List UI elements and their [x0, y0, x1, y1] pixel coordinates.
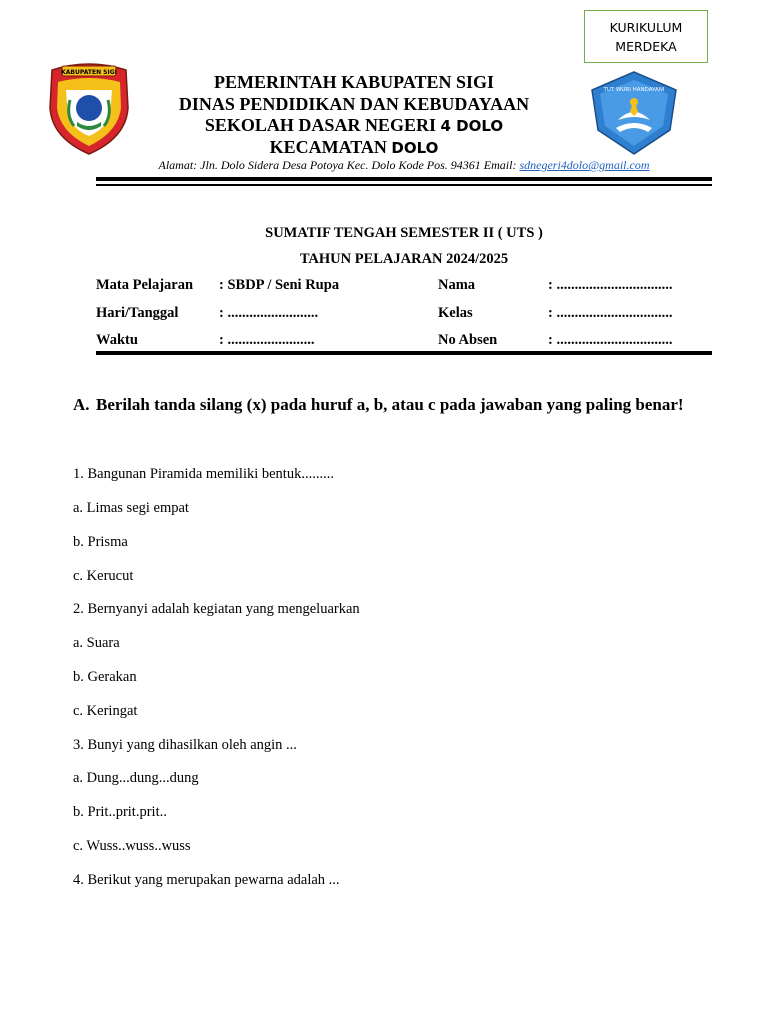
header-line-3-prefix: SEKOLAH DASAR NEGERI	[204, 115, 441, 135]
option-3c: c. Wuss..wuss..wuss	[73, 838, 191, 854]
badge-line-2: MERDEKA	[615, 38, 677, 54]
date-label: Hari/Tanggal	[96, 305, 179, 321]
kurikulum-merdeka-badge	[584, 10, 708, 63]
time-field[interactable]: : ........................	[219, 332, 315, 348]
header-line-2: DINAS PENDIDIKAN DAN KEBUDAYAAN	[178, 94, 530, 114]
option-2a: a. Suara	[73, 635, 120, 651]
question-2: 2. Bernyanyi adalah kegiatan yang mengeluarkan	[73, 601, 360, 617]
option-1b: b. Prisma	[73, 534, 128, 550]
option-2b: b. Gerakan	[73, 669, 137, 685]
question-4: 4. Berikut yang merupakan pewarna adalah ...	[73, 872, 340, 888]
absen-field[interactable]: : ................................	[548, 332, 673, 348]
info-rule	[96, 351, 712, 355]
header-rule-thin	[96, 184, 712, 186]
school-address	[100, 158, 708, 173]
option-1a: a. Limas segi empat	[73, 500, 189, 516]
badge-line-1: KURIKULUM	[609, 19, 683, 35]
question-3: 3. Bunyi yang dihasilkan oleh angin ...	[73, 737, 297, 753]
class-field[interactable]: : ................................	[548, 305, 673, 321]
section-instruction-text: Berilah tanda silang (x) pada huruf a, b, atau c pada jawaban yang paling benar!	[96, 395, 684, 414]
header-line-4-prefix: KECAMATAN	[269, 137, 392, 157]
absen-label: No Absen	[438, 332, 498, 348]
date-field[interactable]: : .........................	[219, 305, 319, 321]
address-text: Alamat: Jln. Dolo Sidera Desa Potoya Kec. Dolo Kode Pos. 94361 Email:	[158, 158, 520, 172]
time-label: Waktu	[96, 332, 138, 348]
exam-title: SUMATIF TENGAH SEMESTER II ( UTS )	[265, 225, 543, 241]
header-line-3	[50, 115, 658, 136]
option-3a: a. Dung...dung...dung	[73, 770, 199, 786]
header-line-4	[50, 137, 658, 158]
question-1: 1. Bangunan Piramida memiliki bentuk.........	[73, 466, 334, 482]
header-line-3-suffix: 4 DOLO	[440, 117, 504, 135]
header-rule-thick	[96, 177, 712, 181]
name-field[interactable]: : ................................	[548, 277, 673, 293]
header-line-1: PEMERINTAH KABUPATEN SIGI	[213, 72, 495, 92]
left-logo-text: KABUPATEN SIGI	[61, 69, 117, 76]
subject-value: : SBDP / Seni Rupa	[219, 277, 340, 293]
class-label: Kelas	[438, 305, 473, 321]
option-2c: c. Keringat	[73, 703, 138, 719]
exam-year: TAHUN PELAJARAN 2024/2025	[299, 251, 509, 267]
option-1c: c. Kerucut	[73, 568, 134, 584]
subject-label: Mata Pelajaran	[96, 277, 194, 293]
header-line-4-suffix: DOLO	[391, 139, 439, 157]
section-letter: A.	[73, 395, 90, 414]
right-logo-text: TUT WURI HANDAYANI	[603, 87, 665, 93]
option-3b: b. Prit..prit.prit..	[73, 804, 167, 820]
name-label: Nama	[438, 277, 476, 293]
school-email-link[interactable]: sdnegeri4dolo@gmail.com	[519, 158, 650, 172]
